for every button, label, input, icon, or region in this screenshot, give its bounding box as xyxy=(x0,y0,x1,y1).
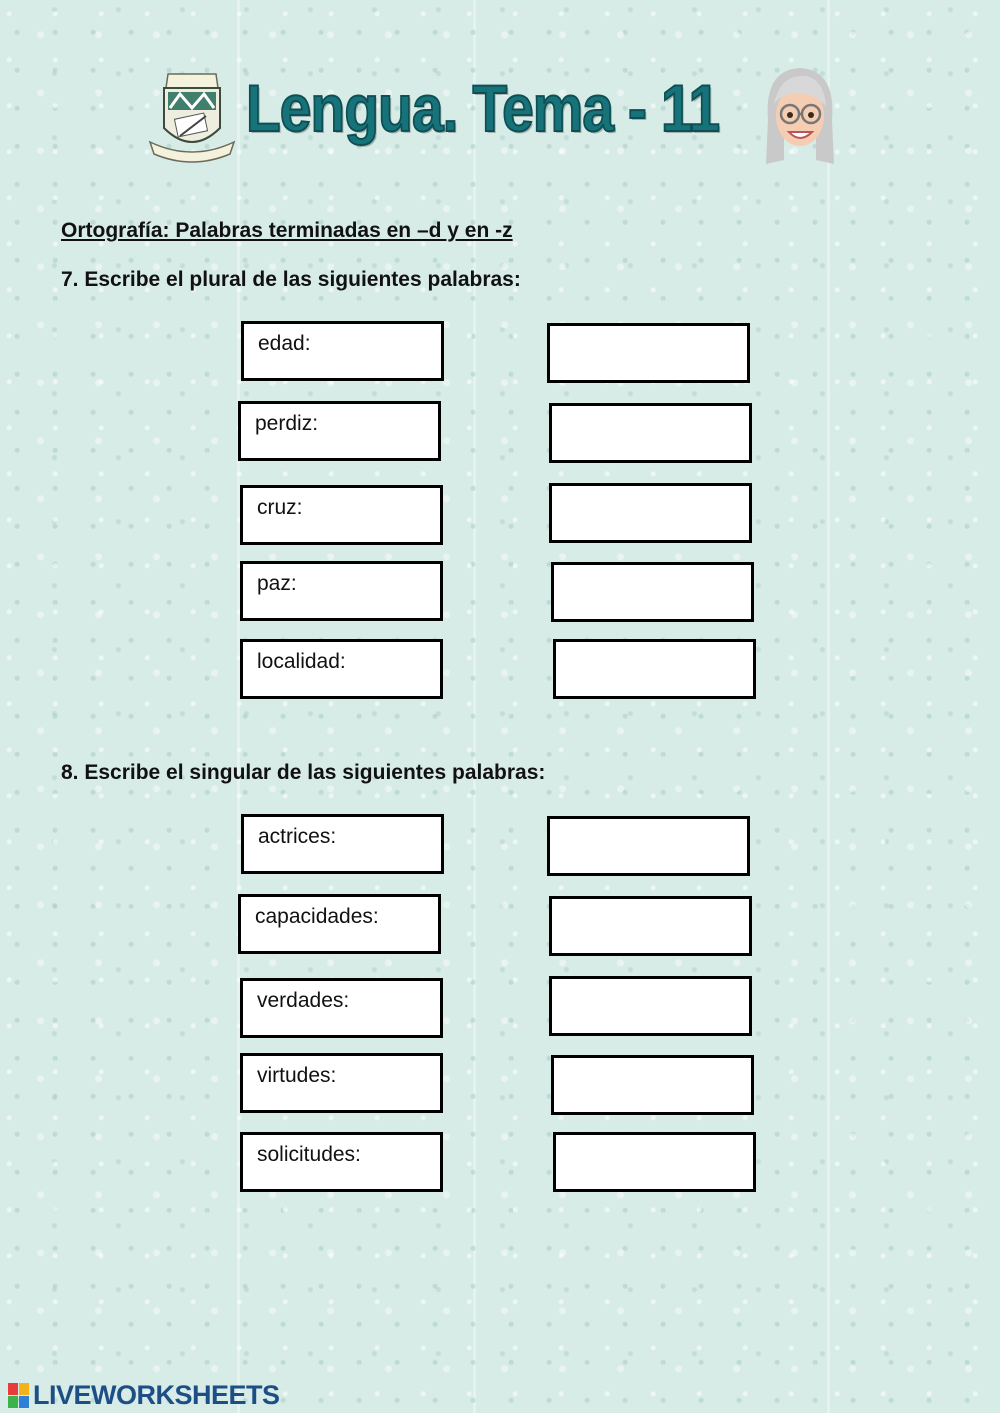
liveworksheets-brand: LIVEWORKSHEETS xyxy=(33,1380,280,1410)
word-box-cruz: cruz: xyxy=(240,485,443,545)
answer-input-paz[interactable] xyxy=(551,562,754,622)
exercise-8-instruction: 8. Escribe el singular de las siguientes palabras: xyxy=(61,761,546,784)
answer-input-solicitudes[interactable] xyxy=(553,1132,756,1192)
answer-input-cruz[interactable] xyxy=(549,483,752,543)
word-box-solicitudes: solicitudes: xyxy=(240,1132,443,1192)
word-box-actrices: actrices: xyxy=(241,814,444,874)
word-box-verdades: verdades: xyxy=(240,978,443,1038)
section-subtitle: Ortografía: Palabras terminadas en –d y en -z xyxy=(61,219,513,242)
answer-input-localidad[interactable] xyxy=(553,639,756,699)
word-box-capacidades: capacidades: xyxy=(238,894,441,954)
word-box-virtudes: virtudes: xyxy=(240,1053,443,1113)
liveworksheets-logo[interactable] xyxy=(8,1380,280,1411)
liveworksheets-logo-icon xyxy=(8,1383,30,1409)
answer-input-capacidades[interactable] xyxy=(549,896,752,956)
page-title: Lengua. Tema - 11 xyxy=(246,71,720,145)
school-crest-icon xyxy=(146,66,238,166)
word-box-perdiz: perdiz: xyxy=(238,401,441,461)
teacher-memoji-icon xyxy=(758,60,842,170)
answer-input-edad[interactable] xyxy=(547,323,750,383)
answer-input-perdiz[interactable] xyxy=(549,403,752,463)
word-box-paz: paz: xyxy=(240,561,443,621)
word-box-edad: edad: xyxy=(241,321,444,381)
answer-input-actrices[interactable] xyxy=(547,816,750,876)
answer-input-verdades[interactable] xyxy=(549,976,752,1036)
word-box-localidad: localidad: xyxy=(240,639,443,699)
answer-input-virtudes[interactable] xyxy=(551,1055,754,1115)
exercise-7-instruction: 7. Escribe el plural de las siguientes palabras: xyxy=(61,268,521,291)
